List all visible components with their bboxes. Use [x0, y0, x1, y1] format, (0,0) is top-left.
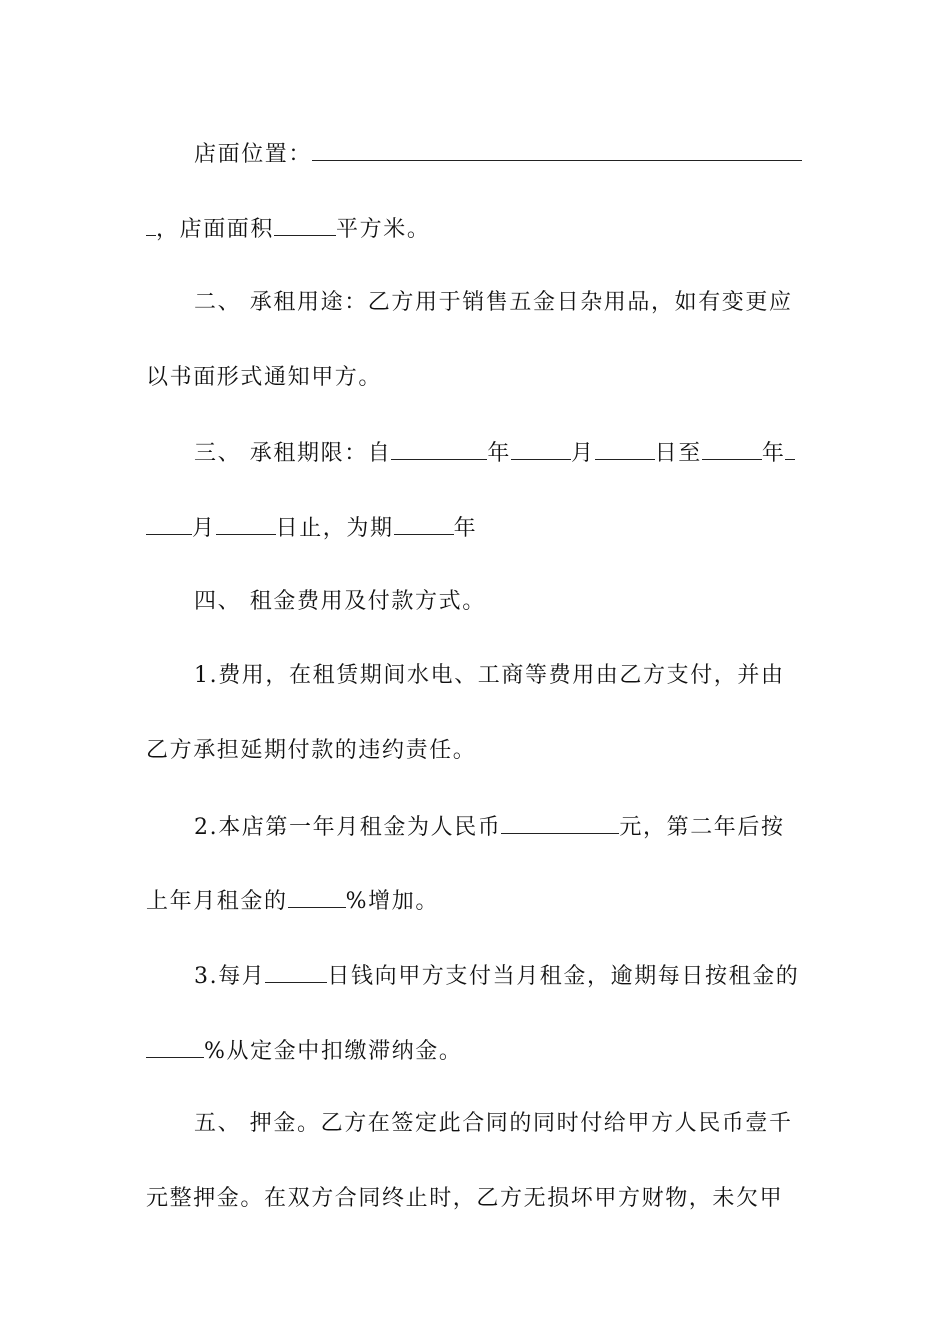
paragraph-line-deposit-cont	[146, 1184, 816, 1214]
fill-in-blank	[146, 213, 156, 236]
paragraph-line-payment-date	[194, 960, 816, 992]
paragraph-line-monthly-rent-cont	[146, 885, 816, 917]
text-segment: 五、 押金。乙方在签定此合同的同时付给甲方人民币壹千	[194, 1111, 793, 1136]
fill-in-blank	[146, 1035, 204, 1058]
fill-in-blank	[312, 138, 802, 161]
text-segment: 年	[453, 516, 478, 541]
text-segment: 三、 承租期限：自	[194, 441, 392, 466]
fill-in-blank	[511, 437, 571, 460]
text-segment: 日钱向甲方支付当月租金，逾期每日按租金的	[327, 964, 800, 989]
text-segment: 元整押金。在双方合同终止时，乙方无损坏甲方财物，未欠甲	[146, 1186, 784, 1211]
fill-in-blank	[274, 213, 336, 236]
paragraph-line-rental-term-cont	[146, 512, 816, 544]
paragraph-line-rent-fees-heading	[194, 587, 816, 617]
text-segment: 乙方承担延期付款的违约责任。	[146, 738, 477, 763]
text-segment: 以书面形式通知甲方。	[146, 365, 383, 390]
text-segment: 1.费用，在租赁期间水电、工商等费用由乙方支付，并由	[194, 663, 785, 688]
paragraph-line-rental-term	[194, 437, 816, 469]
paragraph-line-rental-purpose-cont	[146, 363, 816, 393]
fill-in-blank	[702, 437, 762, 460]
text-segment: 2.本店第一年月租金为人民币	[194, 815, 502, 840]
text-segment: 二、 承租用途：乙方用于销售五金日杂用品，如有变更应	[194, 290, 793, 315]
fill-in-blank	[265, 960, 327, 983]
paragraph-line-fees-cont	[146, 736, 816, 766]
paragraph-line-shop-area	[146, 213, 816, 245]
fill-in-blank	[288, 885, 346, 908]
text-segment: %增加。	[345, 889, 439, 914]
fill-in-blank	[785, 437, 795, 460]
text-segment: 年	[761, 441, 786, 466]
text-segment: 日止，为期	[275, 516, 394, 541]
paragraph-line-deposit	[194, 1109, 816, 1139]
paragraph-line-fees	[194, 661, 816, 691]
text-segment: 店面位置：	[194, 142, 313, 167]
text-segment: 上年月租金的	[146, 889, 288, 914]
text-segment: 月	[192, 516, 216, 541]
text-segment: ，店面面积	[156, 217, 275, 242]
fill-in-blank	[391, 437, 487, 460]
text-segment: 元，第二年后按	[619, 815, 785, 840]
paragraph-line-rental-purpose	[194, 288, 816, 318]
text-segment: 月	[571, 441, 595, 466]
text-segment: 日至	[654, 441, 702, 466]
text-segment: 四、 租金费用及付款方式。	[194, 589, 486, 614]
paragraph-line-late-fee	[146, 1035, 816, 1067]
paragraph-line-shop-location	[194, 138, 816, 170]
fill-in-blank	[595, 437, 655, 460]
text-segment: 平方米。	[336, 217, 431, 242]
fill-in-blank	[394, 512, 454, 535]
text-segment: %从定金中扣缴滞纳金。	[204, 1039, 463, 1064]
text-segment: 年	[487, 441, 512, 466]
fill-in-blank	[501, 811, 619, 834]
fill-in-blank	[216, 512, 276, 535]
paragraph-line-monthly-rent	[194, 811, 816, 843]
fill-in-blank	[146, 512, 192, 535]
text-segment: 3.每月	[194, 964, 266, 989]
